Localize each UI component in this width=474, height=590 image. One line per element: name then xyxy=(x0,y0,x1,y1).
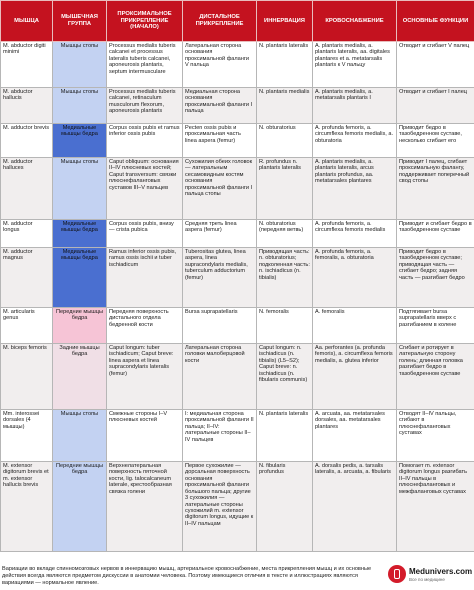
muscle-group: Медиальные мышцы бедра xyxy=(53,124,107,158)
muscle-name: M. abductor hallucis xyxy=(1,88,53,124)
muscle-group: Мышцы стопы xyxy=(53,88,107,124)
distal-attachment: Медиальная сторона основания проксимальной фаланги I пальца xyxy=(183,88,257,124)
proximal-attachment: Processus medialis tuberis calcanei et processus lateralis tuberis calcanei, aponeurosis plantaris, septum intermusculare xyxy=(107,42,183,88)
main-function: Отводит и сгибает V палец xyxy=(397,42,474,88)
proximal-attachment: Передняя поверхность дистального отдела бедренной кости xyxy=(107,308,183,344)
table-row xyxy=(1,410,474,462)
innervation: Приводящая часть: n. obturatorius; подколенная часть: n. ischiadicus (n. tibialis) xyxy=(257,248,313,308)
distal-attachment: Латеральная сторона основания проксимальной фаланги V пальца xyxy=(183,42,257,88)
muscle-name: M. biceps femoris xyxy=(1,344,53,410)
blood-supply: Aa. perforantes (a. profunda femoris), a. circumflexa femoris medialis, a. glutea inferior xyxy=(313,344,397,410)
main-function: Отводят II–IV пальцы, сгибают в плюснефаланговых суставах xyxy=(397,410,474,462)
distal-attachment: Первое сухожилие — дорсальная поверхность основания проксимальной фаланги большого пальца; другие 3 сухожилия — латеральные стороны сухожилий m. extensor digitorum longus, идущие к II–IV пальцам xyxy=(183,462,257,552)
proximal-attachment: Caput obliquum: основания II–IV плюсневых костей; Caput transversum: связки плюснефаланговых суставов III–V пальцев xyxy=(107,158,183,220)
main-function: Подтягивает bursa suprapatellaris вверх с разгибанием в колене xyxy=(397,308,474,344)
logo-icon xyxy=(388,565,406,583)
table-header-row xyxy=(1,1,474,42)
header-blood: КРОВОСНАБЖЕНИЕ xyxy=(313,1,397,42)
distal-attachment: Bursa suprapatellaris xyxy=(183,308,257,344)
innervation: N. femoralis xyxy=(257,308,313,344)
muscle-group: Мышцы стопы xyxy=(53,42,107,88)
muscle-name: M. adductor magnus xyxy=(1,248,53,308)
blood-supply: A. plantaris medialis, a. plantaris lateralis, arcus plantaris profundus, aa. metatarsales plantares xyxy=(313,158,397,220)
main-function: Отводит и сгибает I палец xyxy=(397,88,474,124)
innervation: N. plantaris medialis xyxy=(257,88,313,124)
header-nerve: ИННЕРВАЦИЯ xyxy=(257,1,313,42)
main-function: Приводит бедро в тазобедренном суставе; приводящая часть — сгибает бедро; задняя часть — разгибает бедро xyxy=(397,248,474,308)
distal-attachment: Pecten ossis pubis и проксимальная часть linea aspera (femur) xyxy=(183,124,257,158)
muscle-group: Мышцы стопы xyxy=(53,158,107,220)
table-row xyxy=(1,88,474,124)
main-function: Приводит бедро в тазобедренном суставе, несколько сгибает его xyxy=(397,124,474,158)
blood-supply: A. profunda femoris, a. circumflexa femoris medialis, a. obturatoria xyxy=(313,124,397,158)
blood-supply: A. arcuata, aa. metatarsales dorsales, aa. metatarsales plantares xyxy=(313,410,397,462)
muscle-group: Передние мышцы бедра xyxy=(53,308,107,344)
muscle-group: Медиальные мышцы бедра xyxy=(53,248,107,308)
innervation: N. plantaris lateralis xyxy=(257,410,313,462)
proximal-attachment: Caput longum: tuber ischiadicum; Caput breve: linea aspera et linea supracondylaris lateralis (femur) xyxy=(107,344,183,410)
table-row xyxy=(1,308,474,344)
muscle-name: M. adductor brevis xyxy=(1,124,53,158)
header-function: ОСНОВНЫЕ ФУНКЦИИ xyxy=(397,1,474,42)
muscle-group: Медиальные мышцы бедра xyxy=(53,220,107,248)
blood-supply: A. femoralis xyxy=(313,308,397,344)
muscle-name: M. adductor longus xyxy=(1,220,53,248)
blood-supply: A. dorsalis pedis, a. tarsalis lateralis, a. arcuata, a. fibularis xyxy=(313,462,397,552)
innervation: Caput longum: n. ischiadicus (n. tibialis) (L5–S2); Caput breve: n. ischiadicus (n. fibularis communis) xyxy=(257,344,313,410)
main-function: Сгибает и ротирует в латеральную сторону голень; длинная головка разгибает бедро в тазобедренном суставе xyxy=(397,344,474,410)
table-row xyxy=(1,248,474,308)
proximal-attachment: Смежные стороны I–V плюсневых костей xyxy=(107,410,183,462)
proximal-attachment: Верхнелатеральная поверхность пяточной кости, lig. talocalcaneum laterale, крестообразная связка голени xyxy=(107,462,183,552)
header-group: МЫШЕЧНАЯ ГРУППА xyxy=(53,1,107,42)
table-row xyxy=(1,220,474,248)
header-muscle: МЫШЦА xyxy=(1,1,53,42)
distal-attachment: Средняя треть linea aspera (femur) xyxy=(183,220,257,248)
main-function: Приводит I палец, сгибает проксимальную фалангу, поддерживает поперечный свод стопы xyxy=(397,158,474,220)
site-logo[interactable] xyxy=(388,563,473,587)
innervation: N. fibularis profundus xyxy=(257,462,313,552)
muscle-name: M. abductor digiti minimi xyxy=(1,42,53,88)
blood-supply: A. plantaris medialis, a. metatarsalis plantaris I xyxy=(313,88,397,124)
blood-supply: A. profunda femoris, a. femoralis, a. obturatoria xyxy=(313,248,397,308)
main-function: Приводит и сгибает бедро в тазобедренном суставе xyxy=(397,220,474,248)
proximal-attachment: Processus medialis tuberis calcanei, retinaculum musculorum flexorum, aponeurosis plantaris xyxy=(107,88,183,124)
innervation: N. obturatorius xyxy=(257,124,313,158)
logo-brand: Medunivers.com xyxy=(409,567,473,576)
innervation: N. plantaris lateralis xyxy=(257,42,313,88)
muscle-group: Передние мышцы бедра xyxy=(53,462,107,552)
muscle-name: M. extensor digitorum brevis et m. extensor hallucis brevis xyxy=(1,462,53,552)
muscle-group: Задние мышцы бедра xyxy=(53,344,107,410)
distal-attachment: Сухожилия обеих головок — латеральным сесамовидным костям основания проксимальной фаланги I пальца стопы xyxy=(183,158,257,220)
table-row xyxy=(1,344,474,410)
table-row xyxy=(1,158,474,220)
blood-supply: A. profunda femoris, a. circumflexa femoris medialis xyxy=(313,220,397,248)
innervation: R. profundus n. plantaris lateralis xyxy=(257,158,313,220)
header-proximal: ПРОКСИМАЛЬНОЕ ПРИКРЕПЛЕНИЕ (НАЧАЛО) xyxy=(107,1,183,42)
distal-attachment: Латеральная сторона головки малоберцовой кости xyxy=(183,344,257,410)
muscle-name: M. articularis genus xyxy=(1,308,53,344)
table-row xyxy=(1,124,474,158)
footnote: Вариации во вкладе спинномозговых нервов в иннервацию мышц, артериальное кровоснабжение, места прикрепления мышц и их основные действия всегда являются предметом дискуссии в анатомии человека. Поэтому имеющиеся отличия в тексте и иллюстрациях являются вариациями — нормальное явление. xyxy=(2,566,372,586)
proximal-attachment: Corpus ossis pubis et ramus inferior ossis pubis xyxy=(107,124,183,158)
main-function: Помогает m. extensor digitorum longus разгибать II–IV пальцы в плюснефаланговых и межфаланговых суставах xyxy=(397,462,474,552)
muscle-name: Mm. interossei dorsales (4 мышцы) xyxy=(1,410,53,462)
logo-tagline: Все по медицине xyxy=(409,577,445,582)
proximal-attachment: Ramus inferior ossis pubis, ramus ossis ischii и tuber ischiadicum xyxy=(107,248,183,308)
muscle-group: Мышцы стопы xyxy=(53,410,107,462)
distal-attachment: Tuberositas glutea, linea aspera, linea supracondylaris medialis, tuberculum adductorium (femur) xyxy=(183,248,257,308)
muscle-name: M. adductor halluces xyxy=(1,158,53,220)
distal-attachment: I: медиальная сторона проксимальной фаланги II пальца; II–IV: латеральные стороны II–IV пальцев xyxy=(183,410,257,462)
table-row xyxy=(1,462,474,552)
header-distal: ДИСТАЛЬНОЕ ПРИКРЕПЛЕНИЕ xyxy=(183,1,257,42)
proximal-attachment: Corpus ossis pubis, внизу — crista pubica xyxy=(107,220,183,248)
blood-supply: A. plantaris medialis, a. plantaris lateralis, aa. digitales plantares et a. metatarsalis plantaris к V пальцу xyxy=(313,42,397,88)
innervation: N. obturatorius (передняя ветвь) xyxy=(257,220,313,248)
table-row xyxy=(1,42,474,88)
